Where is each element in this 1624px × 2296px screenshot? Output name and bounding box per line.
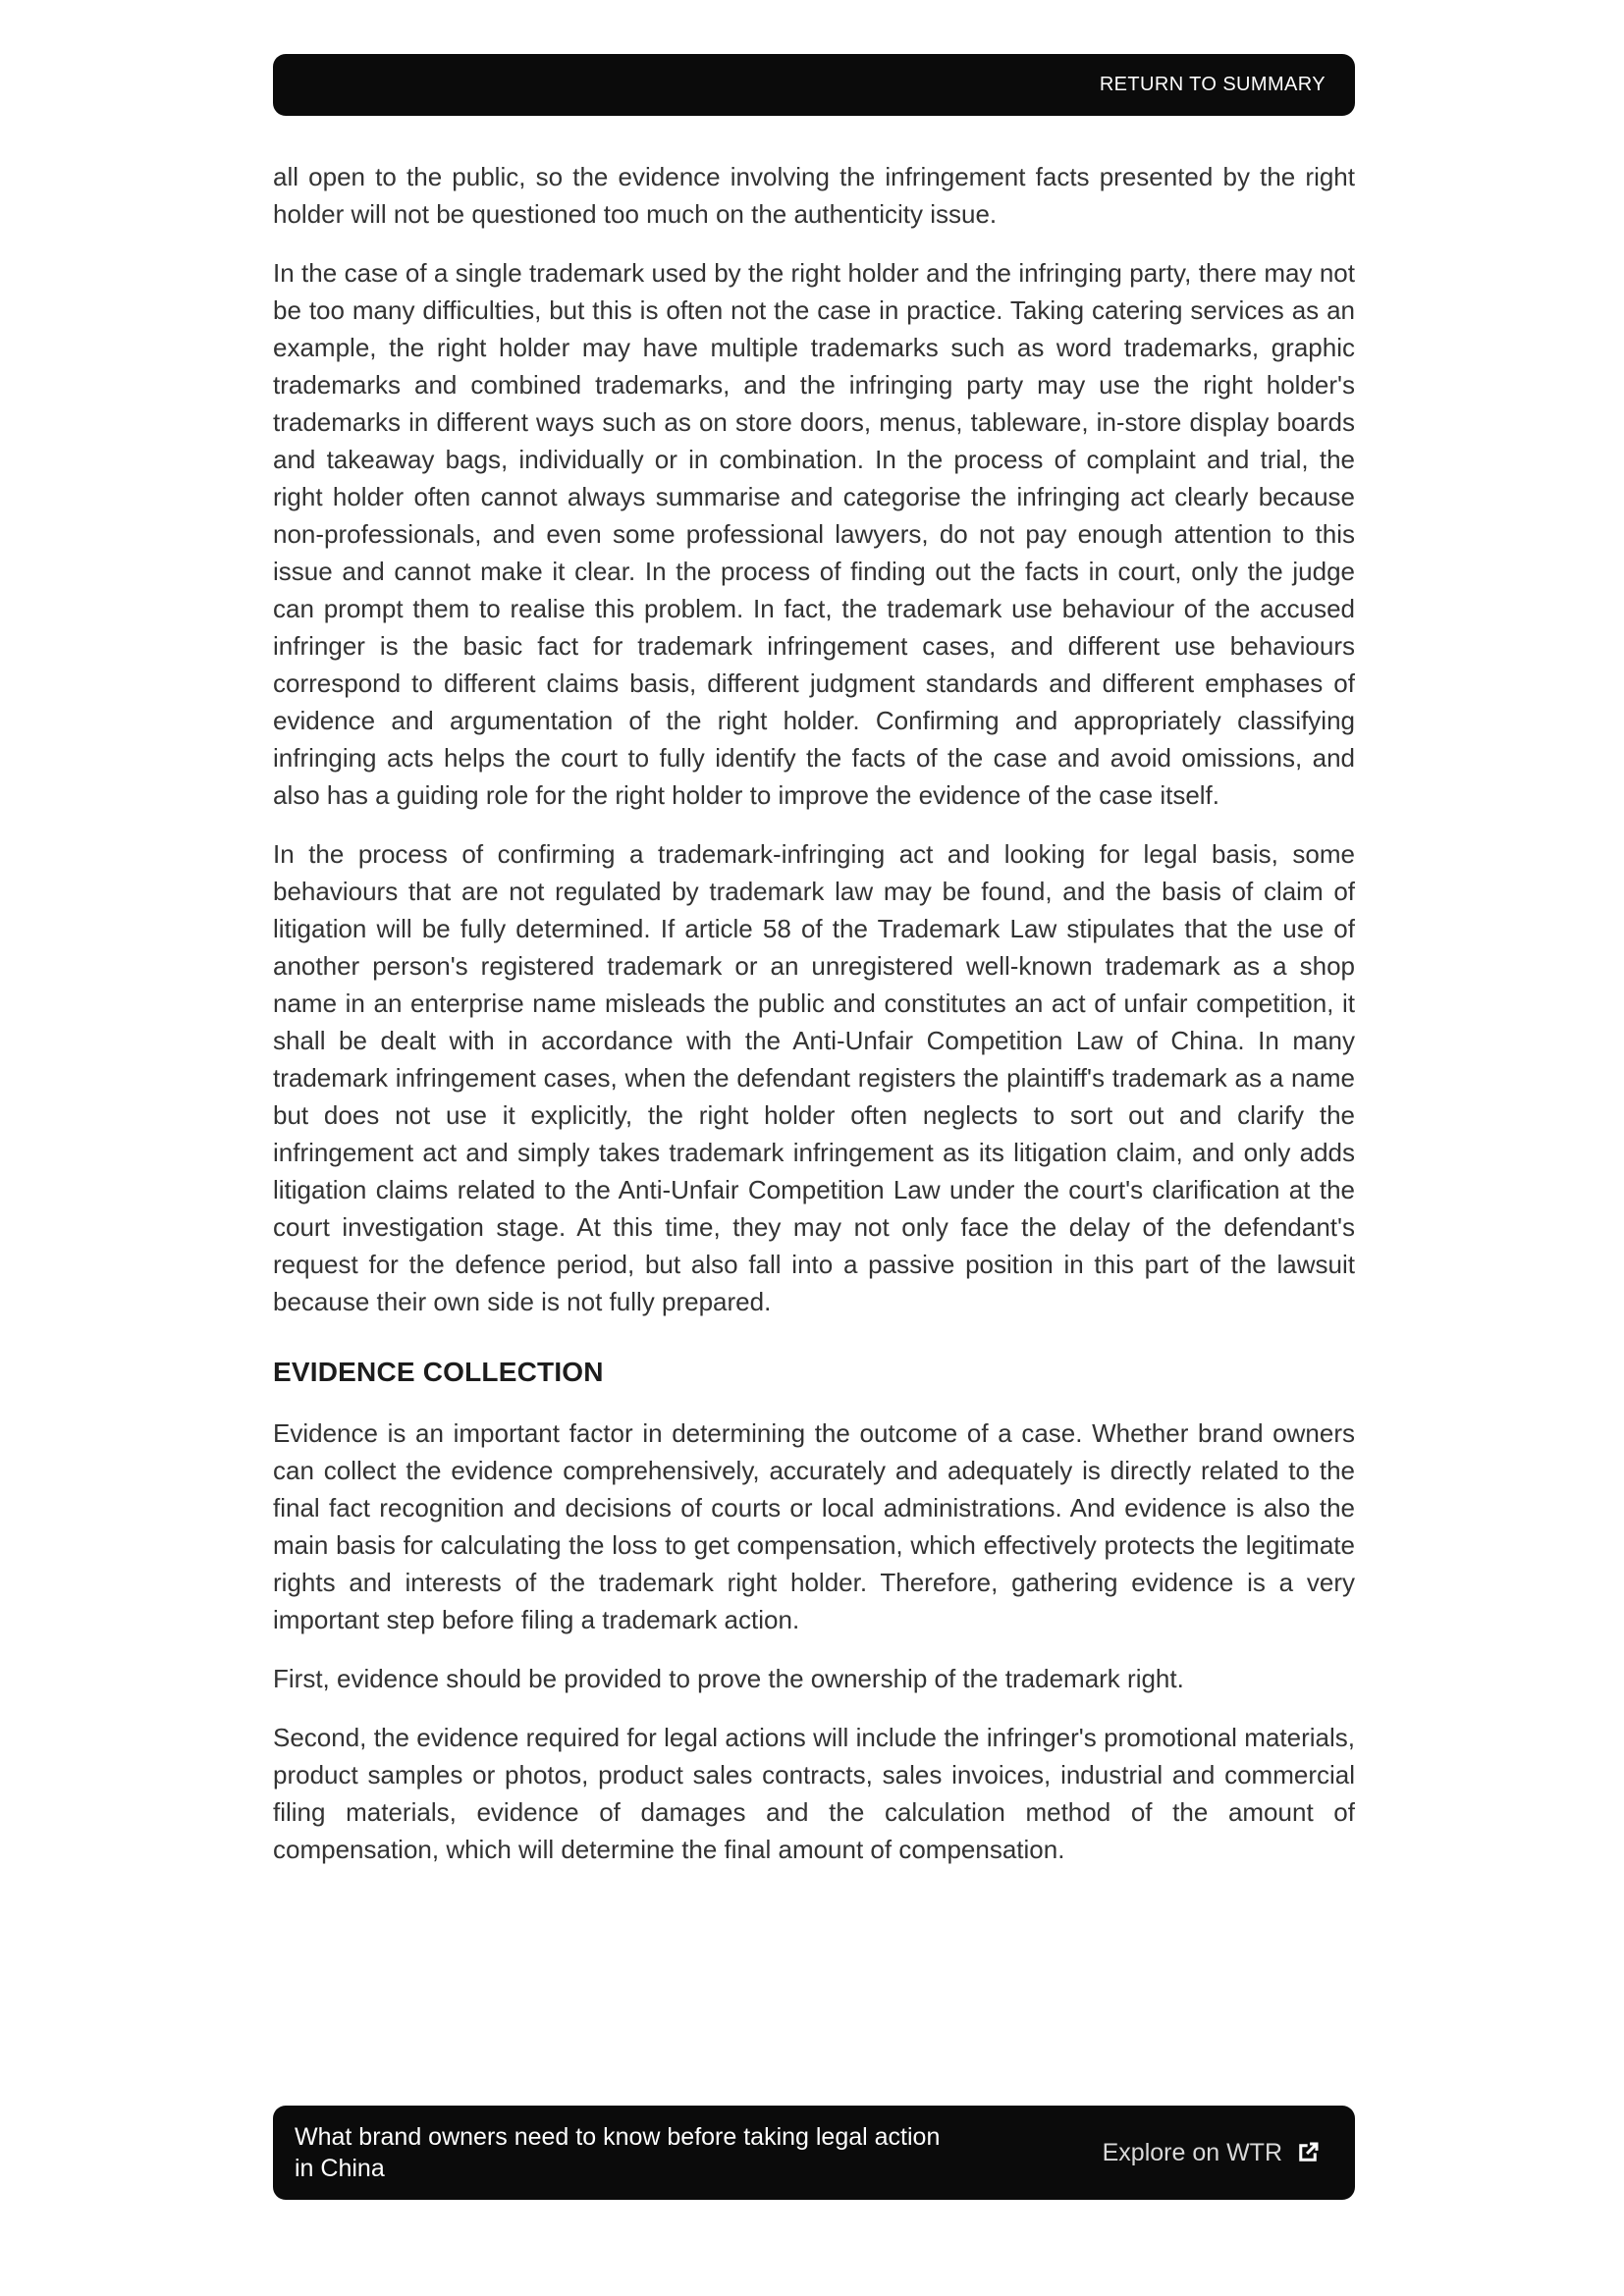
paragraph: In the process of confirming a trademark-infringing act and looking for legal basis, some behaviours that are not regulated by trademark law may be found, and the basis of claim of litigation will be fully determined. If article 58 of the Trademark Law stipulates that the use of another person's registered trademark or an unregistered well-known trademark as a shop name in an enterprise name misleads the public and constitutes an act of unfair competition, it shall be dealt with in accordance with the Anti-Unfair Competition Law of China. In many trademark infringement cases, when the defendant registers the plaintiff's trademark as a name but does not use it explicitly, the right holder often neglects to sort out and clarify the infringement act and simply takes trademark infringement as its litigation claim, and only adds litigation claims related to the Anti-Unfair Competition Law under the court's clarification at the court investigation stage. At this time, they may not only face the delay of the defendant's request for the defence period, but also fall into a passive position in this part of the lawsuit because their own side is not fully prepared. bbox=[273, 839, 1355, 1316]
paragraph: all open to the public, so the evidence involving the infringement facts presented by the right holder will not be questioned too much on the authenticity issue. bbox=[273, 162, 1355, 229]
paragraph: In the case of a single trademark used by the right holder and the infringing party, there may not be too many difficulties, but this is often not the case in practice. Taking catering services as an example, the right holder may have multiple trademarks such as word trademarks, graphic trademarks and combined trademarks, and the infringing party may use the right holder's trademarks in different ways such as on store doors, menus, tableware, in-store display boards and takeaway bags, individually or in combination. In the process of complaint and trial, the right holder often cannot always summarise and categorise the infringing act clearly because non-professionals, and even some professional lawyers, do not pay enough attention to this issue and cannot make it clear. In the process of finding out the facts in court, only the judge can prompt them to realise this problem. In fact, the trademark use behaviour of the accused infringer is the basic fact for trademark infringement cases, and different use behaviours correspond to different claims basis, different judgment standards and different emphases of evidence and argumentation of the right holder. Confirming and appropriately classifying infringing acts helps the court to fully identify the facts of the case and avoid omissions, and also has a guiding role for the right holder to improve the evidence of the case itself. bbox=[273, 258, 1355, 810]
paragraph: First, evidence should be provided to prove the ownership of the trademark right. bbox=[273, 1664, 1184, 1693]
explore-on-wtr-label: Explore on WTR bbox=[1102, 2138, 1282, 2166]
footer-bar bbox=[273, 2106, 1355, 2200]
article-body bbox=[273, 158, 1355, 1890]
explore-on-wtr-link[interactable] bbox=[1103, 2139, 1322, 2167]
paragraph: Second, the evidence required for legal actions will include the infringer's promotional materials, product samples or photos, product sales contracts, sales invoices, industrial and commercial filing materials, evidence of damages and the calculation method of the amount of compensation, which will determine the final amount of compensation. bbox=[273, 1723, 1355, 1864]
document-title-line2: in China bbox=[295, 2155, 385, 2182]
paragraph: Evidence is an important factor in determining the outcome of a case. Whether brand owners can collect the evidence comprehensively, accurately and adequately is directly related to the final fact recognition and decisions of courts or local administrations. And evidence is also the main basis for calculating the loss to get compensation, which effectively protects the legitimate rights and interests of the trademark right holder. Therefore, gathering evidence is a very important step before filing a trademark action. bbox=[273, 1418, 1355, 1634]
header-bar bbox=[273, 54, 1355, 116]
return-to-summary-link[interactable]: RETURN TO SUMMARY bbox=[1099, 74, 1326, 95]
external-link-icon bbox=[1294, 2139, 1322, 2166]
document-title-line1: What brand owners need to know before taking legal action bbox=[295, 2123, 941, 2151]
section-heading: EVIDENCE COLLECTION bbox=[273, 1357, 604, 1387]
document-title bbox=[295, 2121, 940, 2184]
